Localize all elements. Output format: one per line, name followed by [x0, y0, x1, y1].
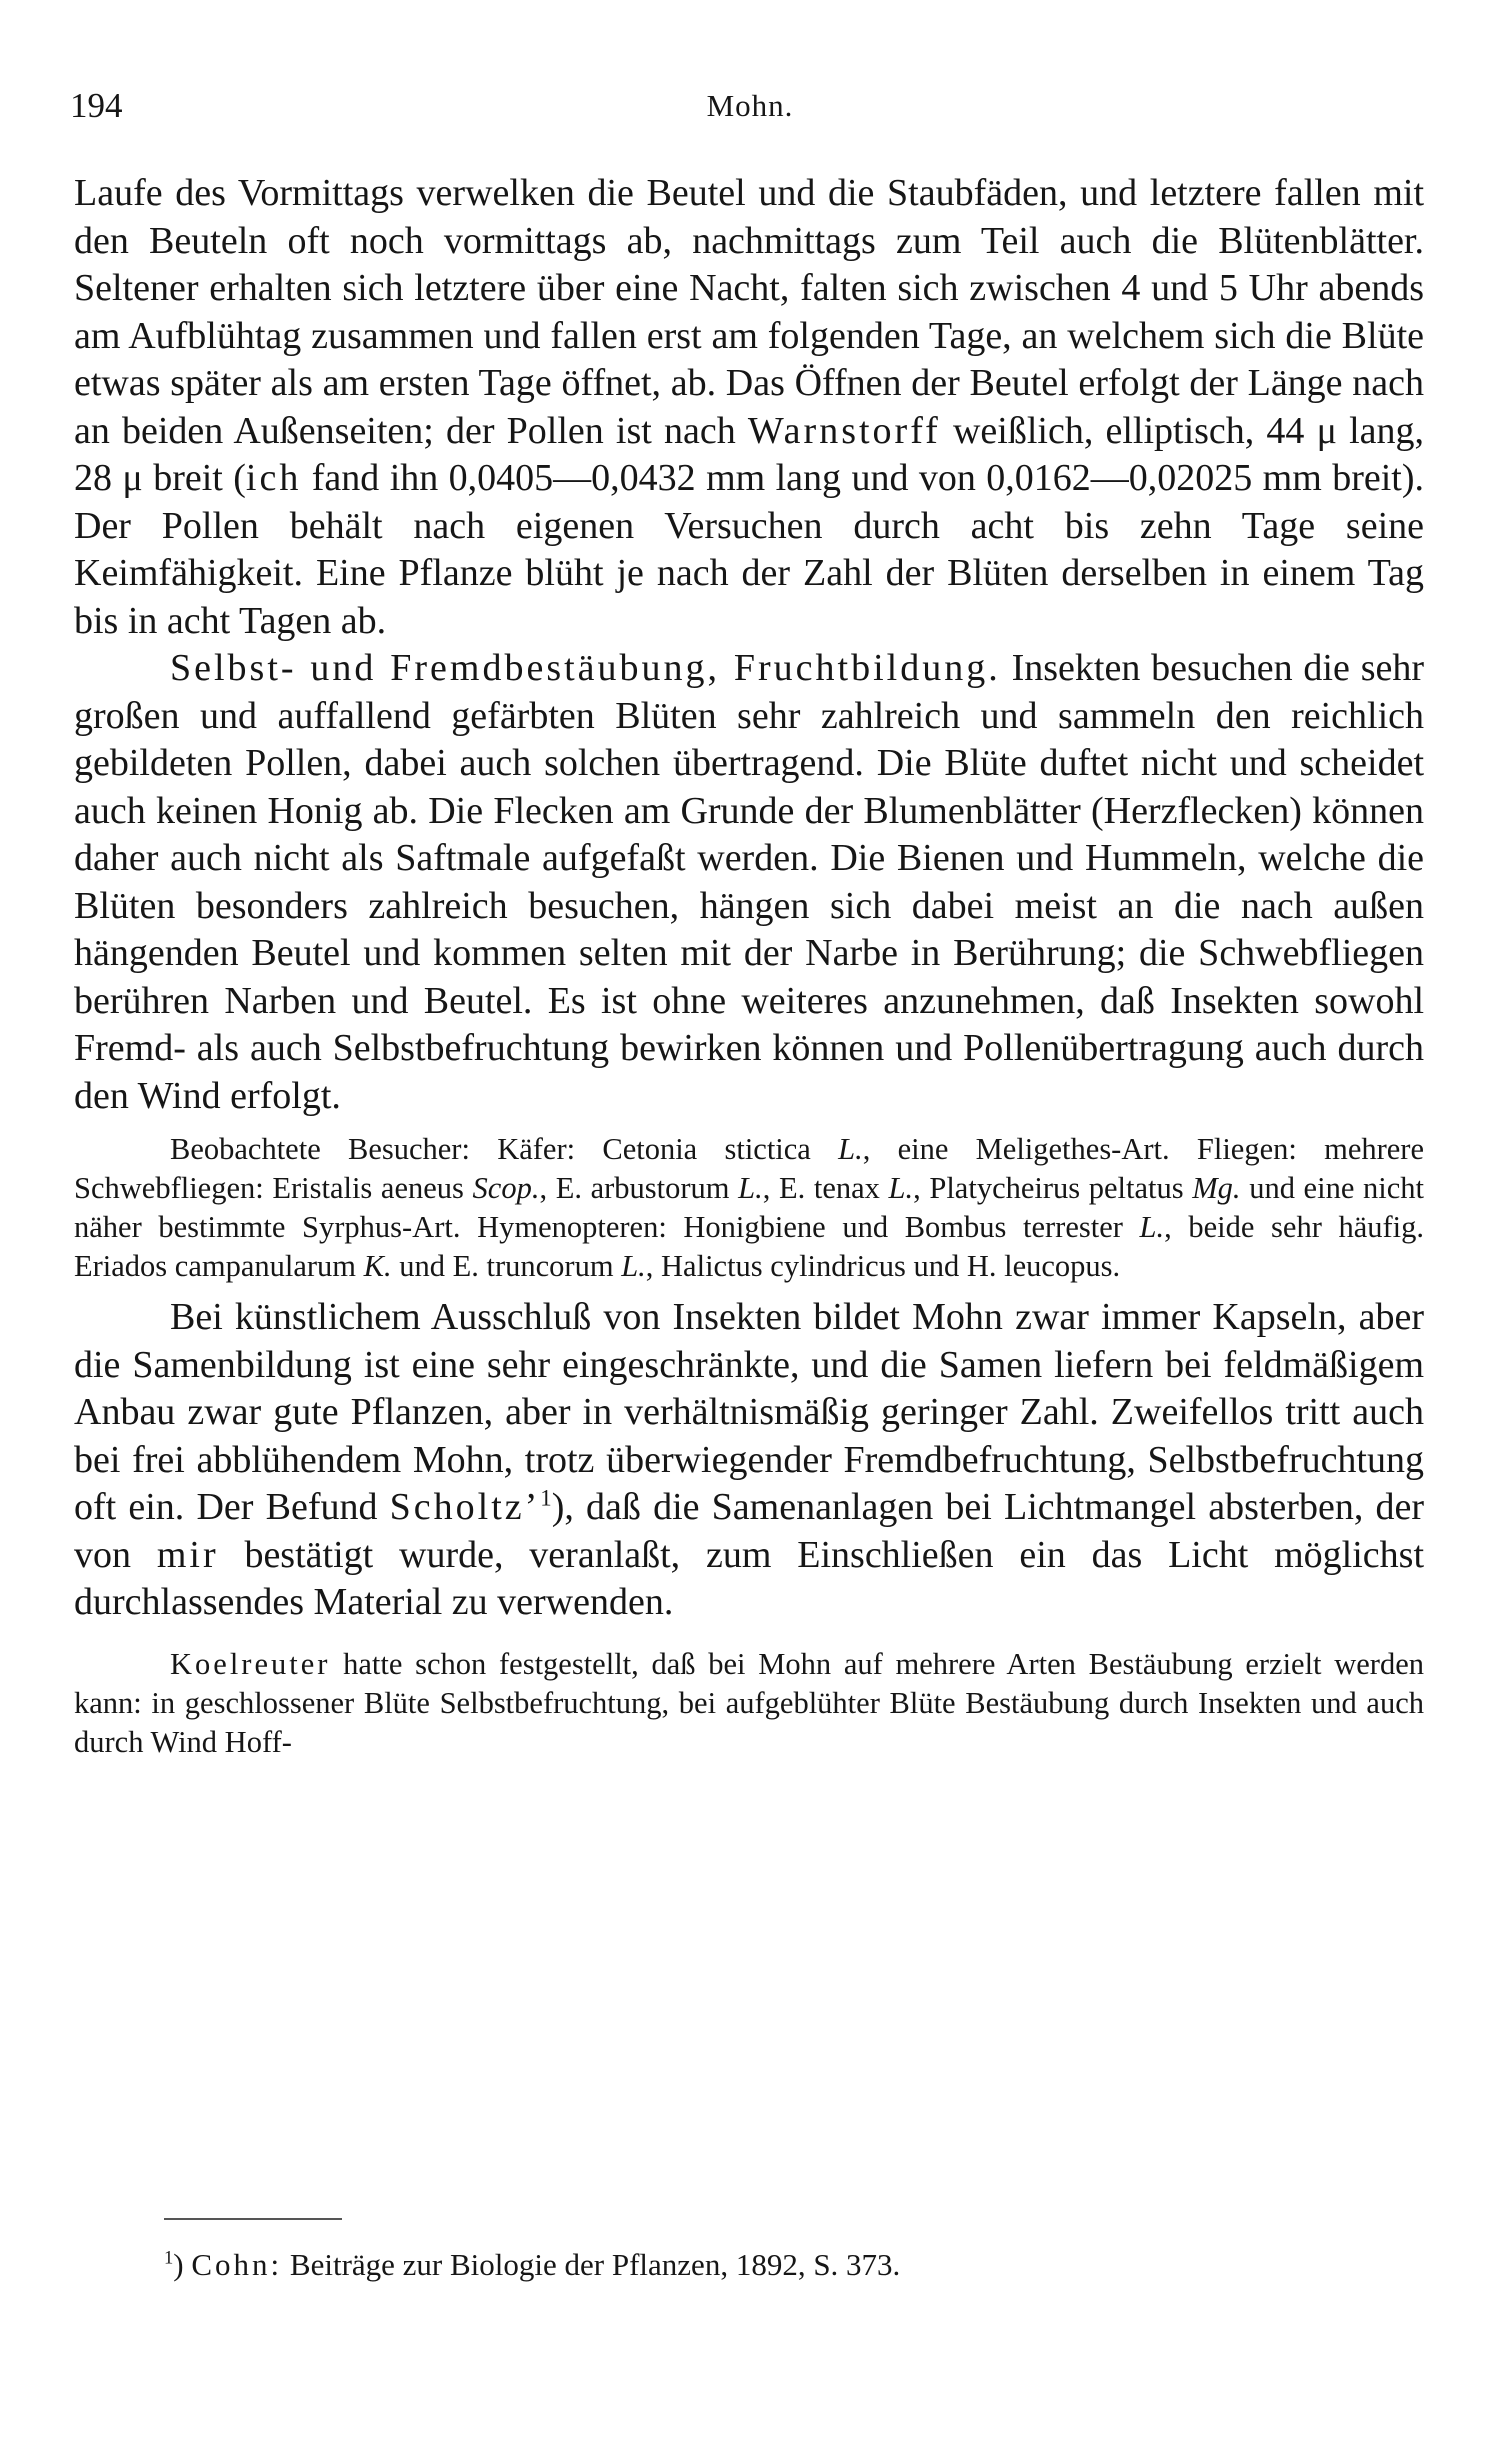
visitors-list	[74, 1130, 1424, 1286]
authority: L.	[838, 1132, 863, 1166]
footnote-number: 1	[164, 2247, 174, 2269]
text-span: und E. truncorum	[399, 1249, 614, 1283]
author-name: Warnstorff	[747, 409, 941, 452]
page-header	[70, 86, 1430, 136]
text-span: , Halictus cylindricus und H. leucopus.	[645, 1249, 1121, 1283]
running-head: Mohn.	[706, 88, 794, 123]
text-span: Bei künstlichem Ausschluß von Insekten bildet Mohn zwar immer Kapseln, aber die Samenbildung ist eine sehr eingeschränkte, und die Samen liefern bei feldmäßigem Anbau zwar gute Pflanzen, aber in verhältnismäßig geringer Zahl. Zweifellos tritt auch bei frei abblühendem Mohn, trotz überwiegender Fremdbefruchtung, Selbstbefruchtung oft ein. Der Befund	[74, 1296, 1424, 1528]
text-span: Insekten besuchen die sehr großen und auffallend gefärbten Blüten sehr zahlreich und sammeln den reichlich gebildeten Pollen, dabei auch solchen übertragend. Die Blüte duftet nicht und scheidet auch keinen Honig ab. Die Flecken am Grunde der Blumenblätter (Herzflecken) können daher auch nicht als Saftmale aufgefaßt werden. Die Bienen und Hummeln, welche die Blüten besonders zahlreich besuchen, hängen sich dabei meist an die nach außen hängenden Beutel und kommen selten mit der Narbe in Berührung; die Schwebfliegen berühren Narben und Beutel. Es ist ohne weiteres anzunehmen, daß Insekten sowohl Fremd- als auch Selbstbefruchtung bewirken können und Pollenübertragung auch durch den Wind erfolgt.	[74, 647, 1424, 1117]
text-span: , E. tenax	[762, 1171, 880, 1205]
text-span: hatte schon festgestellt, daß bei Mohn auf mehrere Arten Bestäubung erzielt werden kann: in geschlossener Blüte Selbstbefruchtung, bei aufgeblühter Blüte Bestäubung durch Insekten und auch durch Wind Hoff-	[74, 1646, 1425, 1759]
text-span: Beobachtete Besucher: Käfer: Cetonia stictica	[170, 1132, 811, 1166]
page-number: 194	[70, 86, 123, 125]
footnote: $^1$) Cohn: Beiträge zur Biologie der Pflanzen, 1892, S. 373.	[164, 2247, 901, 2282]
paragraph-1	[74, 170, 1424, 645]
paragraph-4	[74, 1645, 1424, 1762]
author-name: Scholtz’	[389, 1486, 541, 1528]
text-span: weißlich, elliptisch, 44 μ lang, 28 μ breit (	[74, 409, 1425, 499]
text-span: ), daß die Samenanlagen bei Lichtmangel absterben, der von	[74, 1486, 1425, 1576]
footnote-author: Cohn:	[191, 2247, 283, 2282]
emphasis-ich: ich	[245, 457, 302, 499]
text-span: fand ihn 0,0405—0,0432 mm lang und von 0,0162—0,02025 mm breit). Der Pollen behält nach eigenen Versuchen durch acht bis zehn Tage seine Keimfähigkeit. Eine Pflanze blüht je nach der Zahl der Blüten derselben in einem Tag bis in acht Tagen ab.	[74, 457, 1424, 642]
text-span: Laufe des Vormittags verwelken die Beutel und die Staubfäden, und letztere fallen mit den Beuteln oft noch vormittags ab, nachmittags zum Teil auch die Blütenblätter. Seltener erhalten sich letztere über eine Nacht, falten sich zwischen 4 und 5 Uhr abends am Aufblühtag zusammen und fallen erst am folgenden Tage, an welchem sich die Blüte etwas später als am ersten Tage öffnet, ab. Das Öffnen der Beutel erfolgt der Länge nach an beiden Außenseiten; der Pollen ist nach	[74, 172, 1424, 452]
paragraph-2	[74, 645, 1424, 1120]
text-span: und eine nicht näher bestimmte Syrphus-Art. Hymenopteren: Honigbiene und Bombus terrester	[74, 1171, 1424, 1244]
author-name: Koelreuter	[170, 1646, 331, 1681]
authority: L.	[1139, 1210, 1165, 1244]
authority: Mg.	[1192, 1171, 1241, 1205]
section-heading: Selbst- und Fremdbestäubung, Fruchtbildung.	[170, 647, 1001, 689]
footnote-divider	[164, 2218, 342, 2220]
paragraph-3	[74, 1294, 1424, 1627]
authority: L.	[888, 1171, 914, 1205]
authority: Scop.	[472, 1171, 540, 1205]
text-span: , Platycheirus peltatus	[913, 1171, 1184, 1205]
emphasis-mir: mir	[156, 1533, 219, 1576]
body-text	[74, 170, 1424, 1762]
footnote-marker: 1	[540, 1485, 552, 1511]
text-span: , beide sehr häufig. Eriados campanularum	[74, 1210, 1425, 1283]
authority: L.	[738, 1171, 763, 1205]
text-span: , eine Meligethes-Art. Fliegen: mehrere Schwebfliegen: Eristalis aeneus	[74, 1132, 1424, 1205]
text-span: bestätigt wurde, veranlaßt, zum Einschließen ein das Licht möglichst durchlassendes Material zu verwenden.	[74, 1533, 1424, 1623]
visitors-paragraph	[74, 1130, 1424, 1286]
authority: L.	[621, 1249, 646, 1283]
text-span: , E. arbustorum	[539, 1171, 730, 1205]
authority: K.	[363, 1249, 392, 1283]
footnote-text: Beiträge zur Biologie der Pflanzen, 1892, S. 373.	[289, 2247, 901, 2282]
